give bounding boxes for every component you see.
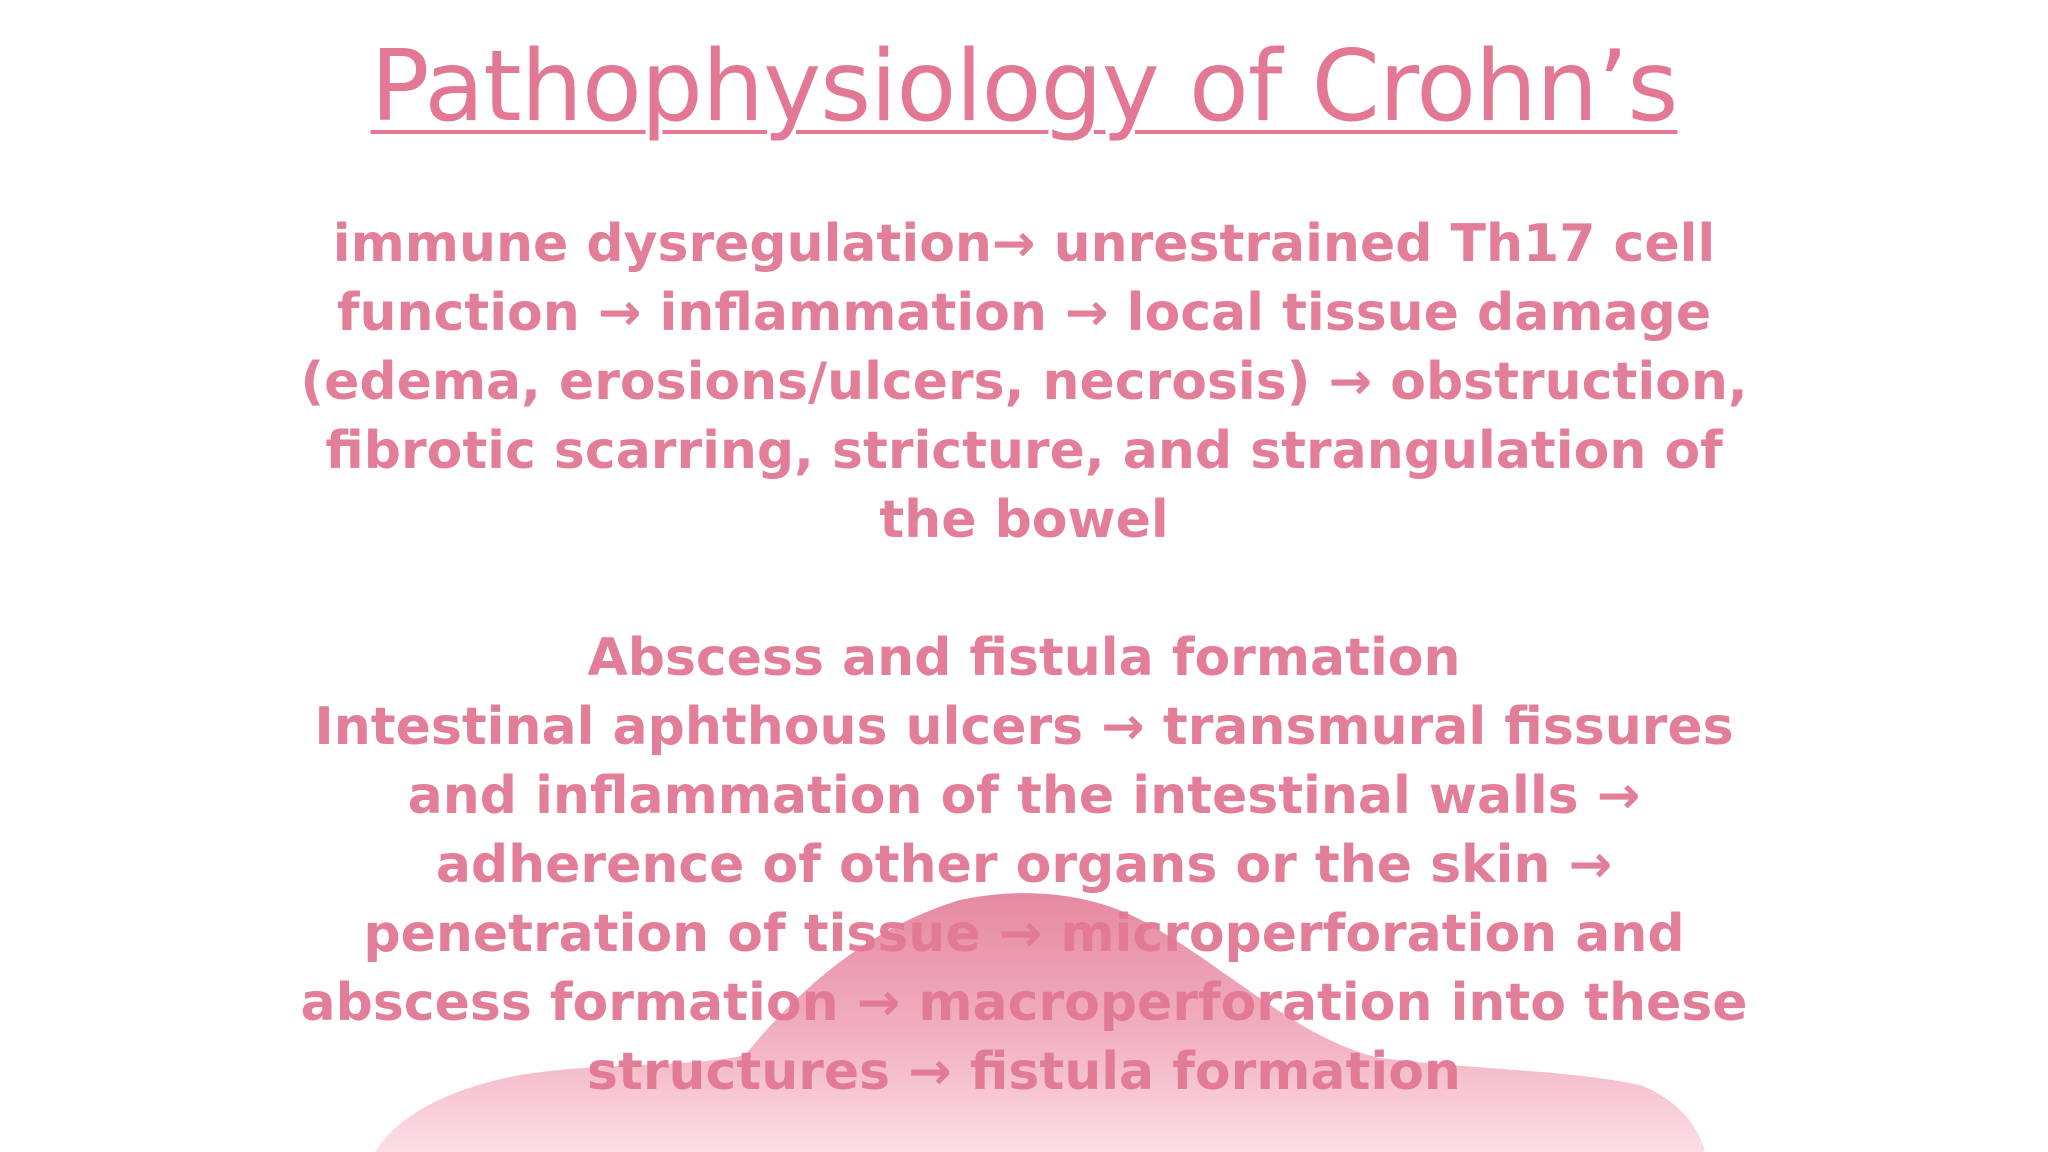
- slide-body: [300, 210, 1748, 1107]
- pathophysiology-paragraph: immune dysregulation→ unrestrained Th17 cell function → inflammation → local tissue damage (edema, erosions/ulcers, necrosis) → obstruction, fibrotic scarring, stricture, and strangulation of the bowel: [300, 214, 1748, 550]
- section-heading-abscess-fistula: Abscess and fistula formation: [587, 628, 1461, 688]
- fistula-formation-paragraph: Intestinal aphthous ulcers → transmural fissures and inflammation of the intestinal walls → adherence of other organs or the skin → penetration of tissue → microperforation and abscess formation → macroperforation into these structures → fistula formation: [300, 697, 1748, 1102]
- paragraph-spacer: [300, 555, 1748, 624]
- slide-title: Pathophysiology of Crohn’s: [370, 30, 1678, 144]
